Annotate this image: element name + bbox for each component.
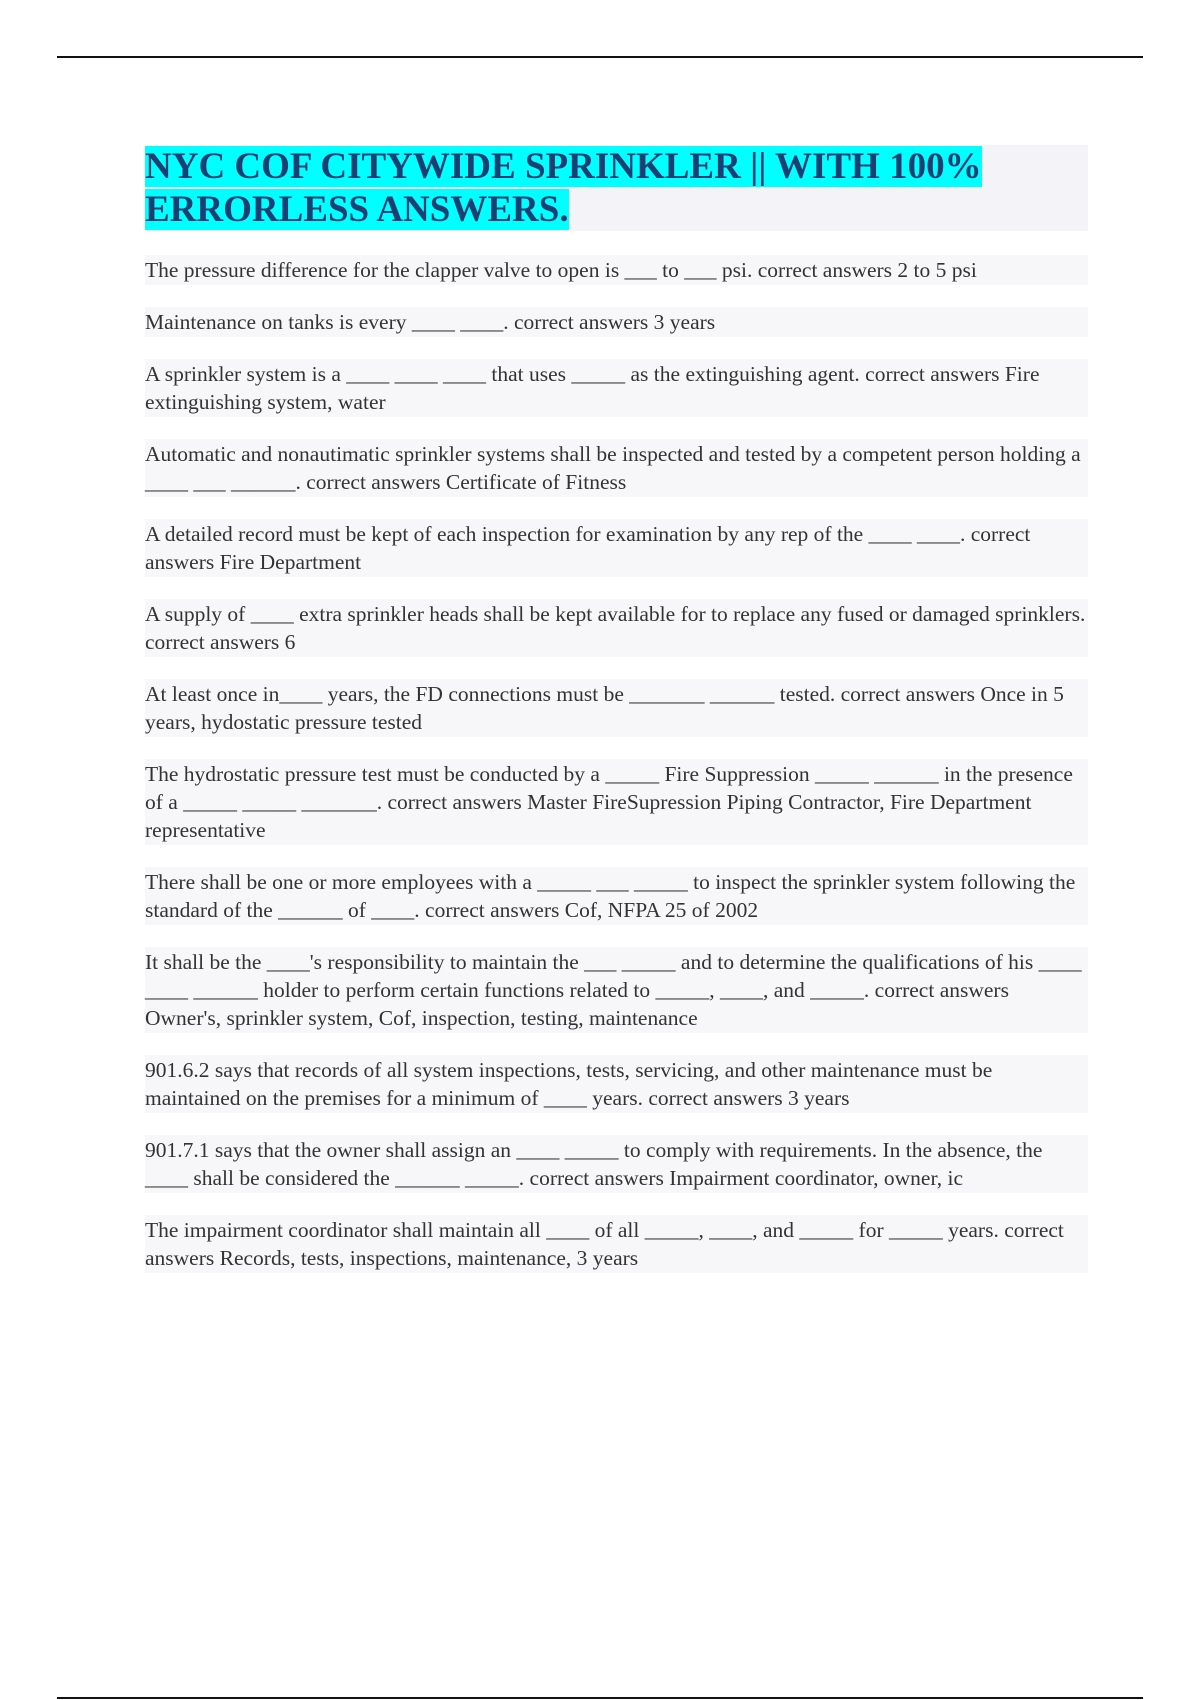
question-item: The pressure difference for the clapper valve to open is ___ to ___ psi. correct answers 2 to 5 psi [145,255,1088,285]
question-item: A sprinkler system is a ____ ____ ____ that uses _____ as the extinguishing agent. correct answers Fire extinguishing system, water [145,359,1088,417]
document-title [145,145,1088,231]
question-item: Automatic and nonautimatic sprinkler systems shall be inspected and tested by a competent person holding a ____ ___ ______. correct answers Certificate of Fitness [145,439,1088,497]
question-item: The impairment coordinator shall maintain all ____ of all _____, ____, and _____ for _____ years. correct answers Records, tests, inspections, maintenance, 3 years [145,1215,1088,1273]
title-band [145,145,1088,231]
question-item: There shall be one or more employees with a _____ ___ _____ to inspect the sprinkler system following the standard of the ______ of ____. correct answers Cof, NFPA 25 of 2002 [145,867,1088,925]
question-item: It shall be the ____'s responsibility to maintain the ___ _____ and to determine the qualifications of his ____ ____ ______ holder to perform certain functions related to _____, ____, and _____. correct answers Owner's, sprinkler system, Cof, inspection, testing, maintenance [145,947,1088,1033]
question-item: The hydrostatic pressure test must be conducted by a _____ Fire Suppression _____ ______ in the presence of a _____ _____ _______. correct answers Master FireSupression Piping Contractor, Fire Department representative [145,759,1088,845]
title-highlight: NYC COF CITYWIDE SPRINKLER || WITH 100% ERRORLESS ANSWERS. [145,146,982,230]
question-item: Maintenance on tanks is every ____ ____. correct answers 3 years [145,307,1088,337]
question-item: A supply of ____ extra sprinkler heads shall be kept available for to replace any fused or damaged sprinklers. correct answers 6 [145,599,1088,657]
question-item: 901.7.1 says that the owner shall assign an ____ _____ to comply with requirements. In the absence, the ____ shall be considered the ______ _____. correct answers Impairment coordinator, owner, ic [145,1135,1088,1193]
question-item: 901.6.2 says that records of all system inspections, tests, servicing, and other maintenance must be maintained on the premises for a minimum of ____ years. correct answers 3 years [145,1055,1088,1113]
document-body [145,145,1088,1295]
question-item: A detailed record must be kept of each inspection for examination by any rep of the ____ ____. correct answers Fire Department [145,519,1088,577]
bottom-rule [57,1697,1143,1699]
top-rule [57,56,1143,58]
question-item: At least once in____ years, the FD connections must be _______ ______ tested. correct answers Once in 5 years, hydostatic pressure tested [145,679,1088,737]
